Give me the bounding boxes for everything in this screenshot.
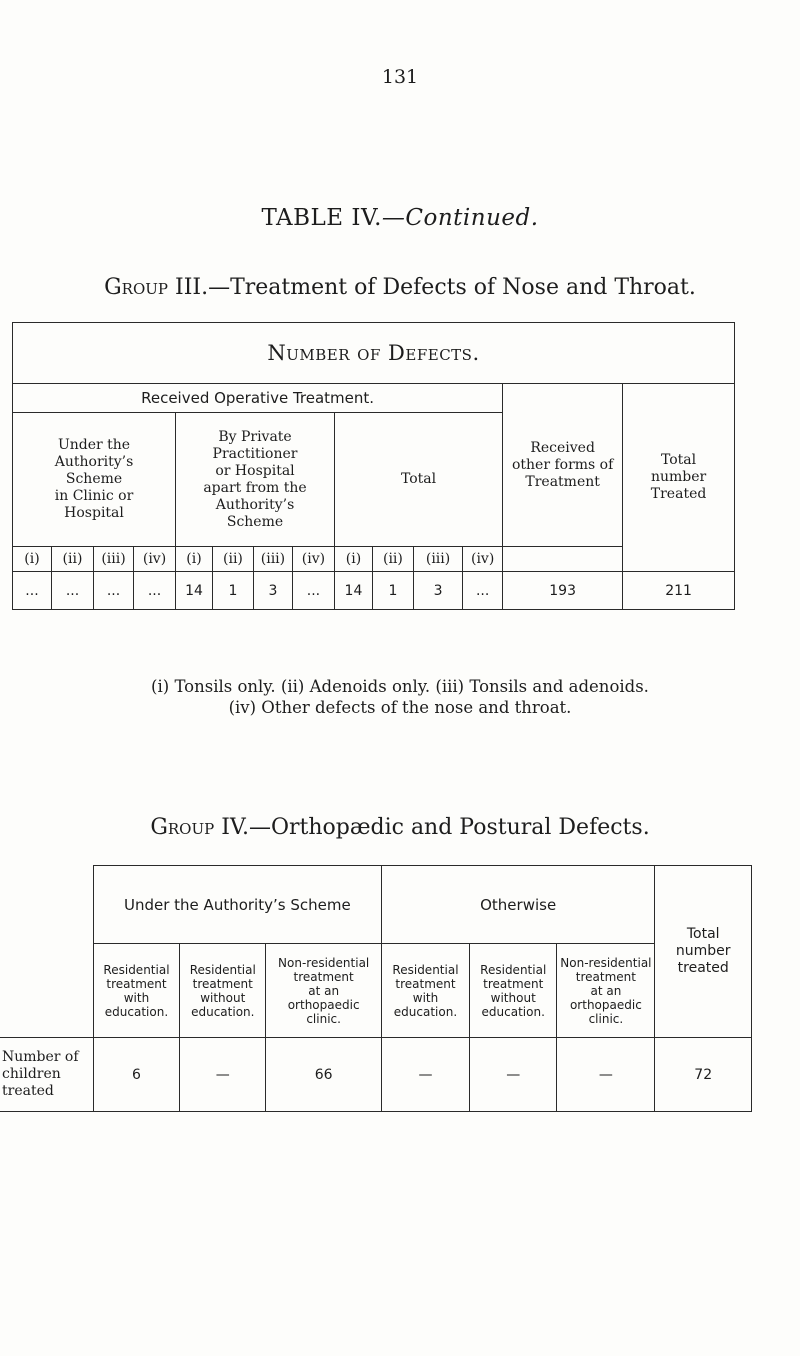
- group-3-title-prefix: Group III.: [104, 275, 209, 300]
- table-title-continued: —Continued.: [381, 205, 539, 231]
- subcol-label: (iii): [413, 547, 462, 572]
- defect-count: ...: [463, 572, 503, 610]
- defect-count: 1: [212, 572, 253, 610]
- other-treatment-count: 193: [503, 572, 623, 610]
- group-3-title-rest: —Treatment of Defects of Nose and Throat.: [208, 275, 696, 300]
- received-operative-header: Received Operative Treatment.: [13, 384, 503, 413]
- defect-count: ...: [134, 572, 176, 610]
- received-other-forms-header: Received other forms of Treatment: [503, 384, 623, 547]
- children-treated-count: —: [180, 1038, 266, 1112]
- group-4-title: [0, 815, 800, 840]
- table-title: [0, 205, 800, 231]
- residential-with-education-header: Residential treatment with education.: [93, 944, 179, 1038]
- defect-count: 14: [176, 572, 213, 610]
- otherwise-header: Otherwise: [381, 866, 655, 944]
- group-4-title-rest: —Orthopædic and Postural Defects.: [248, 815, 650, 840]
- authority-scheme-header: Under the Authority’s Scheme in Clinic or Hospital: [13, 413, 176, 547]
- non-residential-clinic-header: Non-residential treatment at an orthopaedic clinic.: [266, 944, 381, 1038]
- defect-count: ...: [13, 572, 52, 610]
- total-number-treated-header: Total number treated: [655, 866, 752, 1038]
- subcol-label: (iii): [253, 547, 292, 572]
- total-number-treated-header: Total number Treated: [623, 384, 735, 572]
- children-treated-count: —: [470, 1038, 557, 1112]
- children-treated-count: —: [557, 1038, 655, 1112]
- subcol-label: (iv): [292, 547, 334, 572]
- subcol-label: (i): [334, 547, 372, 572]
- residential-with-education-header: Residential treatment with education.: [381, 944, 469, 1038]
- non-residential-clinic-header: Non-residential treatment at an orthopaedic clinic.: [557, 944, 655, 1038]
- defect-count: ...: [292, 572, 334, 610]
- defect-count: 14: [334, 572, 372, 610]
- table-title-main: TABLE IV.: [261, 205, 382, 231]
- subcol-label: (ii): [372, 547, 413, 572]
- subcol-label: (ii): [51, 547, 93, 572]
- subcol-label: (i): [176, 547, 213, 572]
- private-practitioner-header: By Private Practitioner or Hospital apart from the Authority’s Scheme: [176, 413, 335, 547]
- footnote-line-1: (i) Tonsils only. (ii) Adenoids only. (iii) Tonsils and adenoids.: [151, 677, 649, 696]
- defect-count: 1: [372, 572, 413, 610]
- subcol-label: (iii): [94, 547, 134, 572]
- blank-cell: [0, 866, 93, 1038]
- subcol-label: (i): [13, 547, 52, 572]
- total-treated-count: 72: [655, 1038, 752, 1112]
- orthopaedic-defects-table: [0, 865, 752, 1112]
- footnote-line-2: (iv) Other defects of the nose and throat.: [228, 698, 572, 717]
- defect-count: 3: [253, 572, 292, 610]
- page-number: 131: [381, 66, 419, 88]
- children-treated-count: 66: [266, 1038, 381, 1112]
- residential-without-education-header: Residential treatment without education.: [180, 944, 266, 1038]
- subcol-label: (iv): [134, 547, 176, 572]
- children-treated-count: 6: [93, 1038, 179, 1112]
- number-of-defects-header: Number of Defects.: [13, 323, 735, 384]
- group-3-title: [0, 275, 800, 300]
- defect-count: ...: [51, 572, 93, 610]
- defect-count: ...: [94, 572, 134, 610]
- under-authority-header: Under the Authority’s Scheme: [93, 866, 381, 944]
- total-header: Total: [334, 413, 502, 547]
- blank-cell: [503, 547, 623, 572]
- defect-count: 3: [413, 572, 462, 610]
- group-4-title-prefix: Group IV.: [150, 815, 249, 840]
- subcol-label: (iv): [463, 547, 503, 572]
- children-treated-count: —: [381, 1038, 469, 1112]
- subcol-label: (ii): [212, 547, 253, 572]
- row-label: Number of children treated: [0, 1038, 93, 1112]
- total-treated-count: 211: [623, 572, 735, 610]
- residential-without-education-header: Residential treatment without education.: [470, 944, 557, 1038]
- nose-throat-defects-table: [12, 322, 735, 610]
